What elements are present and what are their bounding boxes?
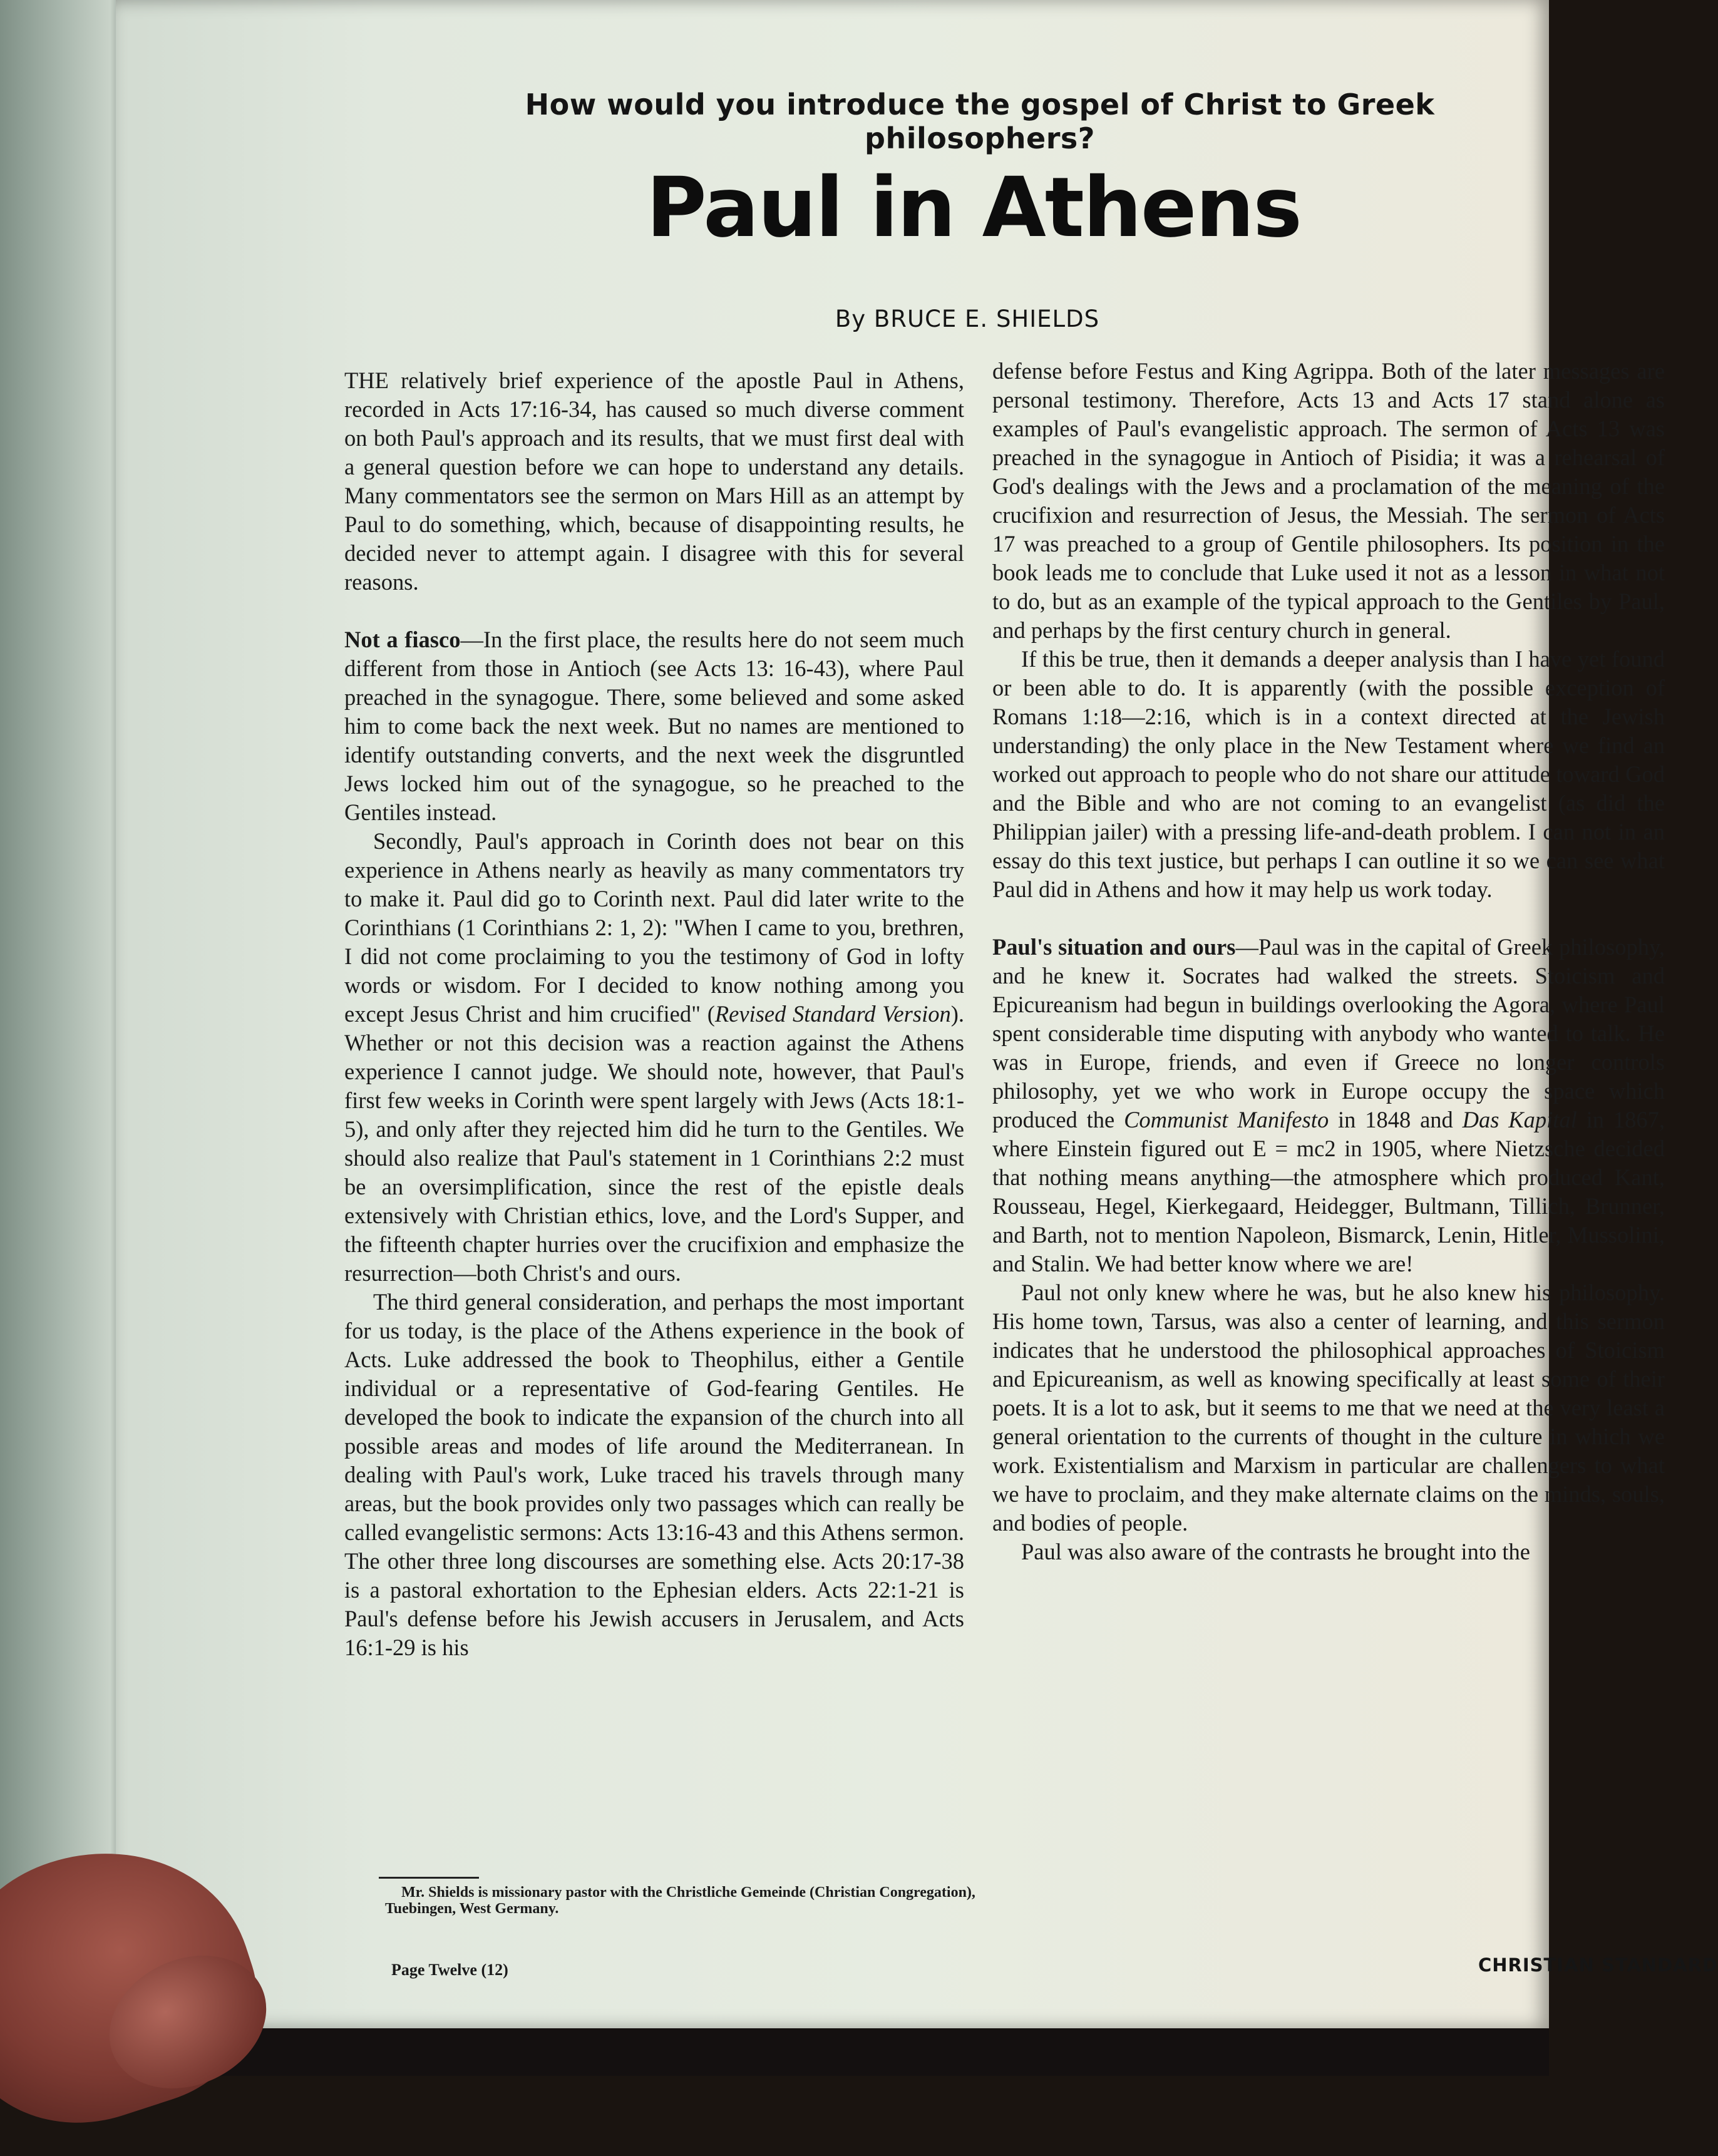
article-byline: By BRUCE E. SHIELDS [835,305,1100,332]
author-footnote: Mr. Shields is missionary pastor with the Christliche Gemeinde (Christian Congregation), Tuebingen, West Germany. [385,1884,975,1917]
paragraph-text: —Paul was in the capital of Greek philosophy, and he knew it. Socrates had walked the streets. Stoicism and Epicureanism had begun in buildings overlooking the Agora, where Paul spent considerable time disputing with anybody who wanted to talk. He was in Europe, friends, and even if Greece no longer controls philosophy, yet we who work in Europe occupy the space which produced the [992,934,1665,1132]
paragraph: Paul was also aware of the contrasts he brought into the [1021,1539,1530,1564]
paragraph: Paul not only knew where he was, but he also knew his philosophy. His home town, Tarsus, was also a center of learning, and this sermon indicates that he understood the philosophical approaches of Stoicism and Epicureanism, as well as knowing specifically at least some of their poets. It is a lot to ask, but it seems to me that we need at the very least a general orientation to the currents of thought in the culture in which we work. Existentialism and Marxism in particular are challengers to what we have to proclaim, and they make alternate claims on the minds, souls, and bodies of people. [992,1280,1665,1536]
book-binding-edge [0,0,125,2076]
italic-title: Das Kapital [1462,1107,1577,1132]
paragraph [992,933,1665,1278]
paragraph-text: in 1848 and [1329,1107,1463,1132]
italic-title: Communist Manifesto [1124,1107,1329,1132]
footnote-rule [379,1877,479,1879]
page-number: Page Twelve (12) [391,1961,508,1979]
article-title: Paul in Athens [646,160,1301,256]
magazine-running-head: CHRISTIAN STANDARD [1478,1954,1718,1976]
right-column [992,357,1665,1566]
left-column [344,366,964,1662]
article-kicker: How would you introduce the gospel of Christ to Greek philosophers? [525,88,1435,155]
paragraph: THE relatively brief experience of the apostle Paul in Athens, recorded in Acts 17:16-34, has caused so much diverse comment on both Paul's approach and its results, that we must first deal with a general question before we can hope to understand any details. Many commentators see the sermon on Mars Hill as an attempt by Paul to do something, which, because of disappointing results, he decided never to attempt again. I disagree with this for several reasons. [344,367,964,595]
paragraph-text: ). Whether or not this decision was a reaction against the Athens experience I cannot judge. We should note, however, that Paul's first few weeks in Corinth were spent largely with Jews (Acts 18:1-5), and only after they rejected him did he turn to the Gentiles. We should also realize that Paul's statement in 1 Corinthians 2:2 must be an oversimplification, since the rest of the epistle deals extensively with Christian ethics, love, and the Lord's Supper, and the fifteenth chapter hurries over the crucifixion and emphasize the resurrection—both Christ's and ours. [344,1001,965,1286]
section-heading: Not a fiasco [344,627,461,652]
paragraph: defense before Festus and King Agrippa. Both of the later messages are personal testimony. Therefore, Acts 13 and Acts 17 stand alone as examples of Paul's evangelistic approach. The sermon of Acts 13 was preached in the synagogue in Antioch of Pisidia; it was a rehearsal of God's dealings with the Jews and a proclamation of the meaning of the crucifixion and resurrection of Jesus, the Messiah. The sermon of Acts 17 was preached to a group of Gentile philosophers. Its position in the book leads me to conclude that Luke used it not as a lesson in what not to do, but as an example of the typical approach to the Gentiles by Paul, and perhaps by the first century church in general. [992,358,1665,643]
paragraph: If this be true, then it demands a deeper analysis than I have yet found or been able to do. It is apparently (with the possible exception of Romans 1:18—2:16, which is in a context directed at the Jewish understanding) the only place in the New Testament where we find an worked out approach to people who do not share our attitude toward God and the Bible and who are not coming to an evangelist (as did the Philippian jailer) with a pressing life-and-death problem. I can not in an essay do this text justice, but perhaps I can outline it so we can see what Paul did in Athens and how it may help us work today. [992,646,1665,902]
paragraph [344,625,964,827]
paragraph-text: Secondly, Paul's approach in Corinth does not bear on this experience in Athens nearly as heavily as many commentators try to make it. Paul did go to Corinth next. Paul did later write to the Corinthians (1 Corinthians 2: 1, 2): "When I came to you, brethren, I did not come proclaiming to you the testimony of God in lofty words or wisdom. For I decided to know nothing among you except Jesus Christ and him crucified" ( [344,828,964,1027]
paragraph [344,827,964,1288]
paragraph-text: in 1867, where Einstein figured out E = mc2 in 1905, where Nietzsche decided that nothing means anything—the atmosphere which produced Kant, Rousseau, Hegel, Kierkegaard, Heidegger, Bultmann, Tillich, Brunner, and Barth, not to mention Napoleon, Bismarck, Lenin, Hitler, Mussolini, and Stalin. We had better know where we are! [992,1107,1665,1276]
paragraph-text: —In the first place, the results here do not seem much different from those in Antioch (see Acts 13: 16-43), where Paul preached in the synagogue. There, some believed and some asked him to come back the next week. But no names are mentioned to identify outstanding converts, and the next week the disgruntled Jews locked him out of the synagogue, so he preached to the Gentiles instead. [344,627,964,825]
paragraph: The third general consideration, and perhaps the most important for us today, is the place of the Athens experience in the book of Acts. Luke addressed the book to Theophilus, either a Gentile individual or a representative of God-fearing Gentiles. He developed the book to indicate the expansion of the church into all possible areas and modes of life around the Mediterranean. In dealing with Paul's work, Luke traced his travels through many areas, but the book provides only two passages which can really be called evangelistic sermons: Acts 13:16-43 and this Athens sermon. The other three long discourses are something else. Acts 20:17-38 is a pastoral exhortation to the Ephesian elders. Acts 22:1-21 is Paul's defense before his Jewish accusers in Jerusalem, and Acts 16:1-29 is his [344,1289,964,1660]
italic-citation: Revised Standard Version [714,1001,951,1027]
magazine-page [116,0,1718,2028]
section-heading: Paul's situation and ours [992,934,1236,960]
